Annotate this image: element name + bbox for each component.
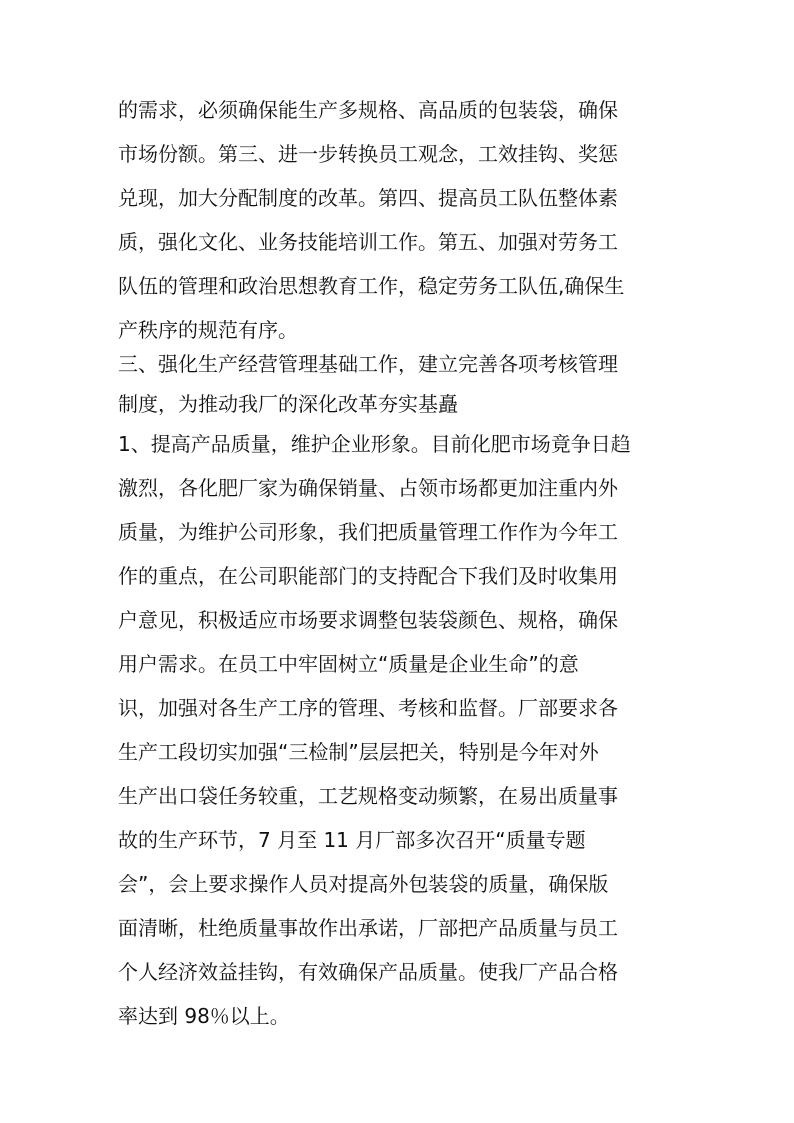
- body-text-line: 质量，为维护公司形象，我们把质量管理工作作为今年工: [118, 520, 618, 544]
- body-text-line: 户意见，积极适应市场要求调整包装袋颜色、规格，确保: [118, 608, 618, 632]
- body-text-line: 队伍的管理和政治思想教育工作，稳定劳务工队伍,确保生: [118, 274, 625, 298]
- body-text-line: 市场份额。第三、进一步转换员工观念，工效挂钩、奖惩: [118, 142, 618, 166]
- body-text-line: 激烈，各化肥厂家为确保销量、占领市场都更加注重内外: [118, 476, 618, 500]
- section-heading-line: 三、强化生产经营管理基础工作，建立完善各项考核管理: [118, 352, 618, 376]
- body-text-line: 质，强化文化、业务技能培训工作。第五、加强对劳务工: [118, 230, 618, 254]
- body-text-line: 率达到 98％以上。: [118, 1004, 290, 1028]
- body-text-line: 面清晰，杜绝质量事故作出承诺，厂部把产品质量与员工: [118, 916, 618, 940]
- body-text-line: 用户需求。在员工中牢固树立“质量是企业生命”的意: [118, 652, 579, 676]
- body-text-line: 产秩序的规范有序。: [118, 318, 298, 342]
- body-text-line: 兑现，加大分配制度的改革。第四、提高员工队伍整体素: [118, 186, 618, 210]
- body-text-line: 生产出口袋任务较重，工艺规格变动频繁，在易出质量事: [118, 784, 618, 808]
- body-text-line: 会”，会上要求操作人员对提高外包装袋的质量，确保版: [118, 872, 609, 896]
- body-text-line: 个人经济效益挂钩，有效确保产品质量。使我厂产品合格: [118, 960, 618, 984]
- body-text-line: 的需求，必须确保能生产多规格、高品质的包装袋，确保: [118, 98, 618, 122]
- body-text-line: 识，加强对各生产工序的管理、考核和监督。厂部要求各: [118, 696, 618, 720]
- body-text-line: 故的生产环节，7 月至 11 月厂部多次召开“质量专题: [118, 828, 586, 852]
- body-text-line: 作的重点，在公司职能部门的支持配合下我们及时收集用: [118, 564, 618, 588]
- body-text-line: 1、提高产品质量，维护企业形象。目前化肥市场竟争日趋: [118, 432, 631, 456]
- body-text-line: 生产工段切实加强“三检制”层层把关，特别是今年对外: [118, 740, 599, 764]
- section-heading-line: 制度，为推动我厂的深化改革夯实基矗: [118, 392, 458, 416]
